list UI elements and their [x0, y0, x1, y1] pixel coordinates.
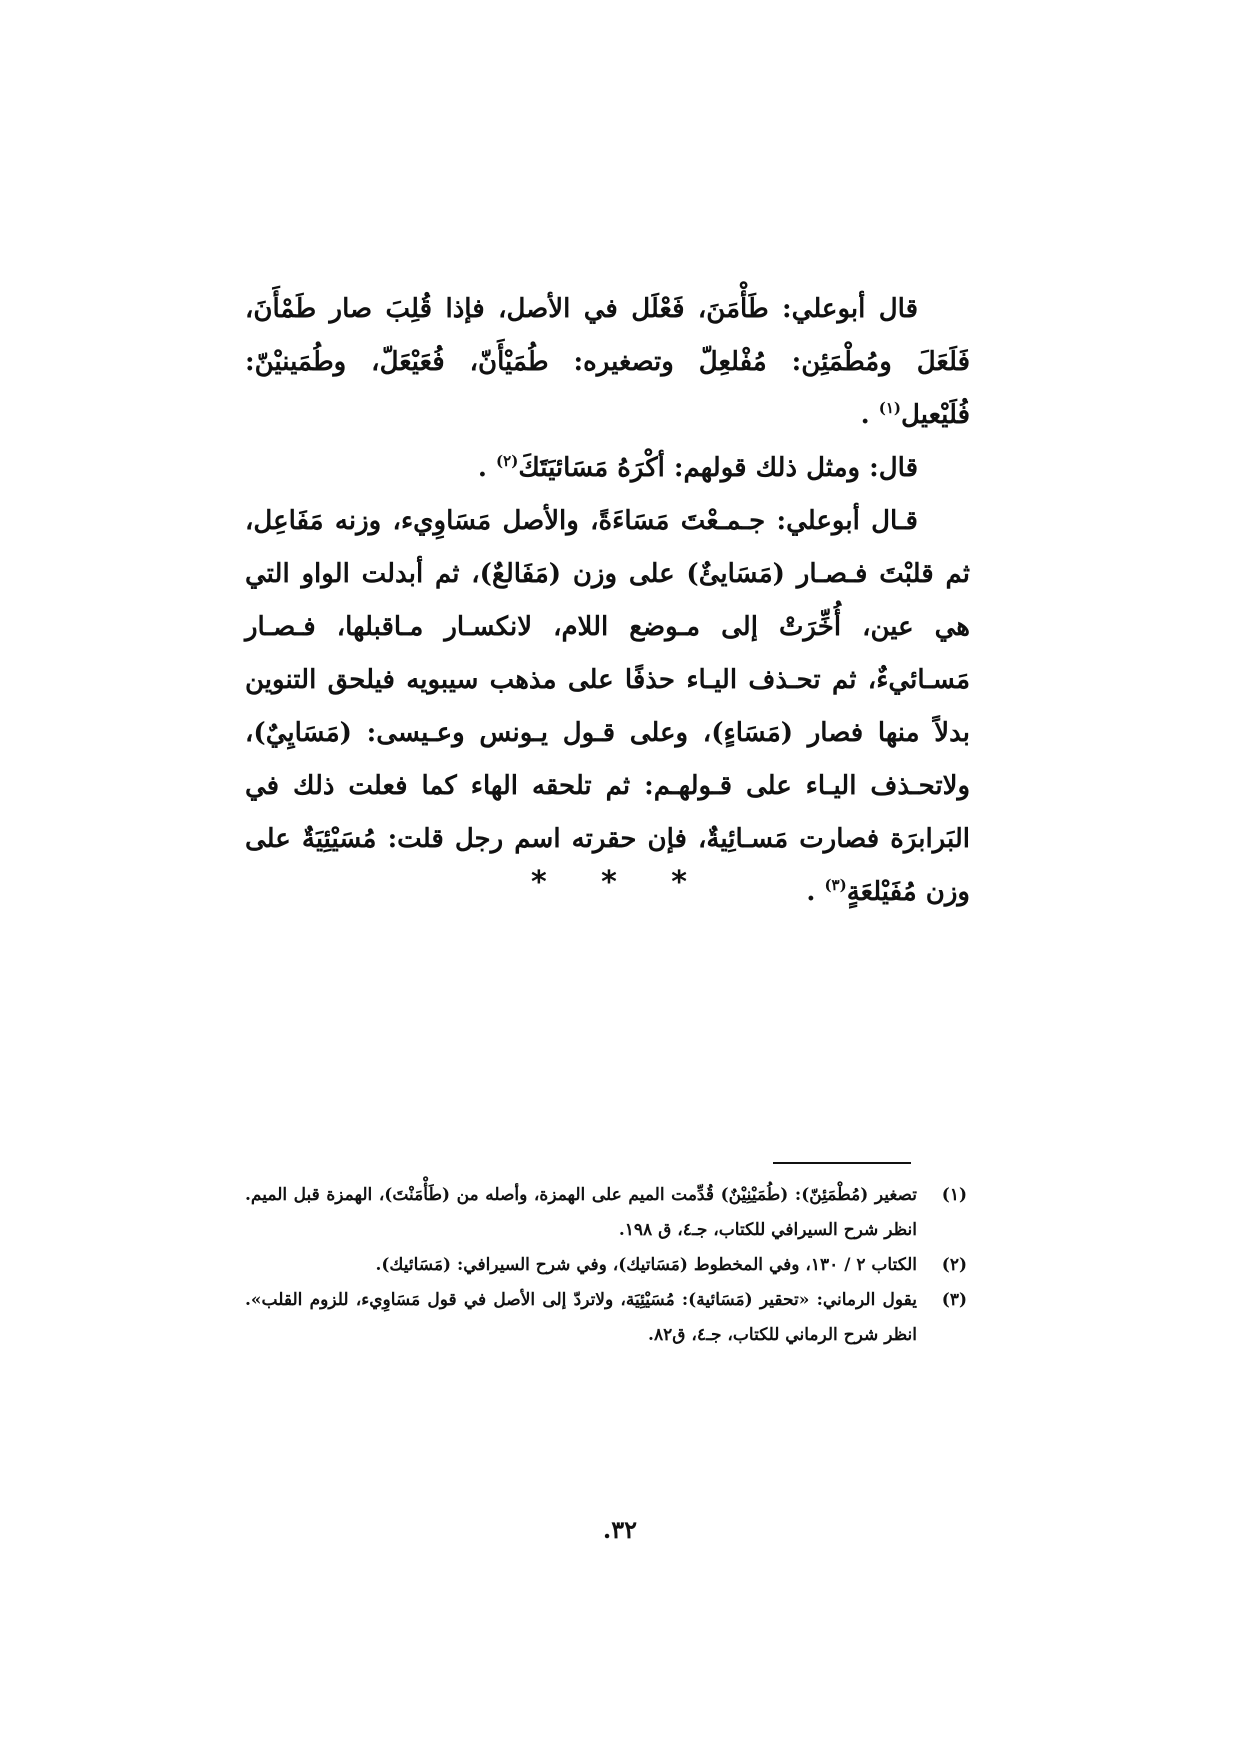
footnote-1-text: تصغير (مُطْمَئِنّ): (طُمَيْنِيْنٌ) قُدِّمت الميم على الهمزة، وأصله من (طَأْمَنْتَ)، الهمزة قبل الميم. انظر شرح السيرافي للكتاب، جـ٤، ق ١٩٨. — [245, 1185, 917, 1240]
paragraph-2-end: . — [477, 453, 487, 483]
paragraph-1-text: قال أبوعلي: طَأْمَنَ، فَعْلَل في الأصل، فإذا قُلِبَ صار طَمْأَنَ، فَلَعَلَ ومُطْمَئِن: مُفْلعِلّ وتصغيره: طُمَيْأَنّ، فُعَيْعَلّ، وطُمَينيْنّ: فُلَيْعيل — [245, 294, 970, 430]
footnotes — [245, 1178, 967, 1353]
paragraph-2-lead: قال: — [869, 453, 918, 483]
footnote-3-number: (٣) — [941, 1290, 967, 1310]
main-text — [245, 283, 970, 919]
paragraph-2-text: ومثل ذلك قولهم: أكْرَهُ مَسَائيَتَكَ — [518, 453, 861, 483]
footnote-3-text: يقول الرماني: «تحقير (مَسَائية): مُسَيْئِيَة، ولاتردّ إلى الأصل في قول مَسَاوِيء، للزوم القلب». انظر شرح الرماني للكتاب، جـ٤، ق٨٢. — [245, 1290, 917, 1345]
paragraph-1-end: . — [860, 400, 870, 430]
footnote-divider — [773, 1162, 911, 1164]
footnote-ref-2[interactable]: (٢) — [496, 452, 519, 470]
paragraph-3-end: . — [806, 877, 816, 907]
footnote-2-number: (٢) — [941, 1255, 967, 1275]
paragraph-3-text: قـال أبوعلي: جـمـعْتَ مَسَاءَةً، والأصل مَسَاوِيء، وزنه مَفَاعِل، ثم قلبْتَ فـصـار (مَسَايئٌ) على وزن (مَفَالعٌ)، ثم أبدلت الواو التي هي عين، أُخِّرَتْ إلى مـوضع اللام، لانكسـار مـاقبلها، فـصـار مَسـائيءٌ، ثم تحـذف اليـاء حذفًا على مذهب سيبويه فيلحق التنوين بدلاً منها فصار (مَسَاءٍ)، وعلى قـول يـونس وعـيسى: (مَسَايِيٌ)، ولاتحـذف اليـاء على قـولهـم: ثم تلحقه الهاء كما فعلت ذلك في البَرابرَة فصارت مَسـائِيةٌ، فإن حقرته اسم رجل قلت: مُسَيْئِيَةٌ على وزن مُفَيْلعَةٍ — [245, 506, 970, 907]
footnote-2-text: الكتاب ٢ / ١٣٠، وفي المخطوط (مَسَاتيك)، وفي شرح السيرافي: (مَسَائيك). — [375, 1255, 917, 1275]
footnote-3 — [245, 1283, 967, 1353]
footnote-ref-1[interactable]: (١) — [878, 399, 902, 417]
footnote-1-number: (١) — [941, 1185, 967, 1205]
footnote-1 — [245, 1178, 967, 1248]
section-separator: * * * — [531, 865, 709, 900]
footnote-2 — [245, 1248, 967, 1283]
paragraph-3 — [245, 495, 970, 919]
footnote-ref-3[interactable]: (٣) — [824, 876, 847, 894]
page-number: ٣٢. — [602, 1515, 638, 1544]
paragraph-1 — [245, 283, 970, 442]
paragraph-2 — [245, 442, 970, 495]
